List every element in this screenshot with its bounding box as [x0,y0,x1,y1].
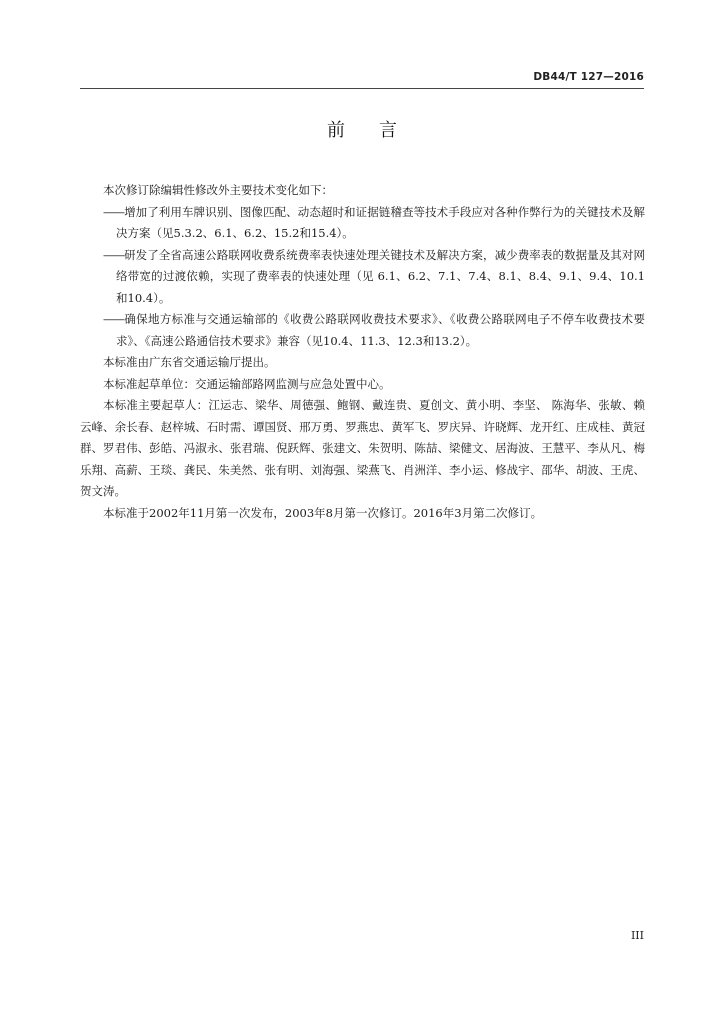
document-code: DB44/T 127—2016 [533,71,644,83]
change-item-3 [80,309,645,352]
item-text: 确保地方标准与交通运输部的《收费公路联网收费技术要求》、《收费公路联网电子不停车收费技术要求》、《高速公路通信技术要求》兼容（见10.4、11.3、12.3和13.2）。 [116,312,645,348]
item-text: 研发了全省高速公路联网收费系统费率表快速处理关键技术及解决方案，减少费率表的数据量及其对网络带宽的过渡依赖，实现了费率表的快速处理（见 6.1、6.2、7.1、7.4、8.1、8.4、9.1、9.4、10.1和10.4）。 [116,247,645,305]
body-text [80,180,645,524]
drafting-unit-paragraph: 本标准起草单位：交通运输部路网监测与应急处置中心。 [103,376,391,391]
item-dash: —— [103,312,124,326]
intro-paragraph: 本次修订除编辑性修改外主要技术变化如下： [103,183,333,197]
item-dash: —— [103,204,124,219]
proposer-paragraph: 本标准由广东省交通运输厅提出。 [103,355,276,369]
drafters-paragraph: 本标准主要起草人：江运志、梁华、周德强、鲍钢、戴连贵、夏创文、黄小明、李坚、 陈海华、张敏、赖云峰、余长春、赵梓城、石时需、谭国贤、邢万勇、罗燕忠、黄军飞、罗庆异、许晓辉、龙开红、庄成桂、黄冠群、罗君伟、彭皓、冯淑永、张君瑞、倪跃辉、张建文、朱贺明、陈喆、梁健文、居海波、王慧平、李从凡、梅乐翔、高薪、王琰、龚民、朱美然、张有明、刘海强、梁燕飞、肖洲洋、李小运、修战宇、邵华、胡波、王虎、贺文涛。 [80,398,645,498]
item-text: 增加了利用车牌识别、图像匹配、动态超时和证据链稽查等技术手段应对各种作弊行为的关键技术及解决方案（见5.3.2、6.1、6.2、15.2和15.4）。 [116,204,645,240]
item-dash: —— [103,247,124,262]
page-title: 前言 [327,120,431,141]
page-number: III [630,929,644,942]
history-paragraph: 本标准于2002年11月第一次发布，2003年8月第一次修订。2016年3月第二次修订。 [103,505,543,520]
change-item-2 [80,245,645,310]
change-item-1 [80,202,645,245]
header-rule [80,88,644,89]
